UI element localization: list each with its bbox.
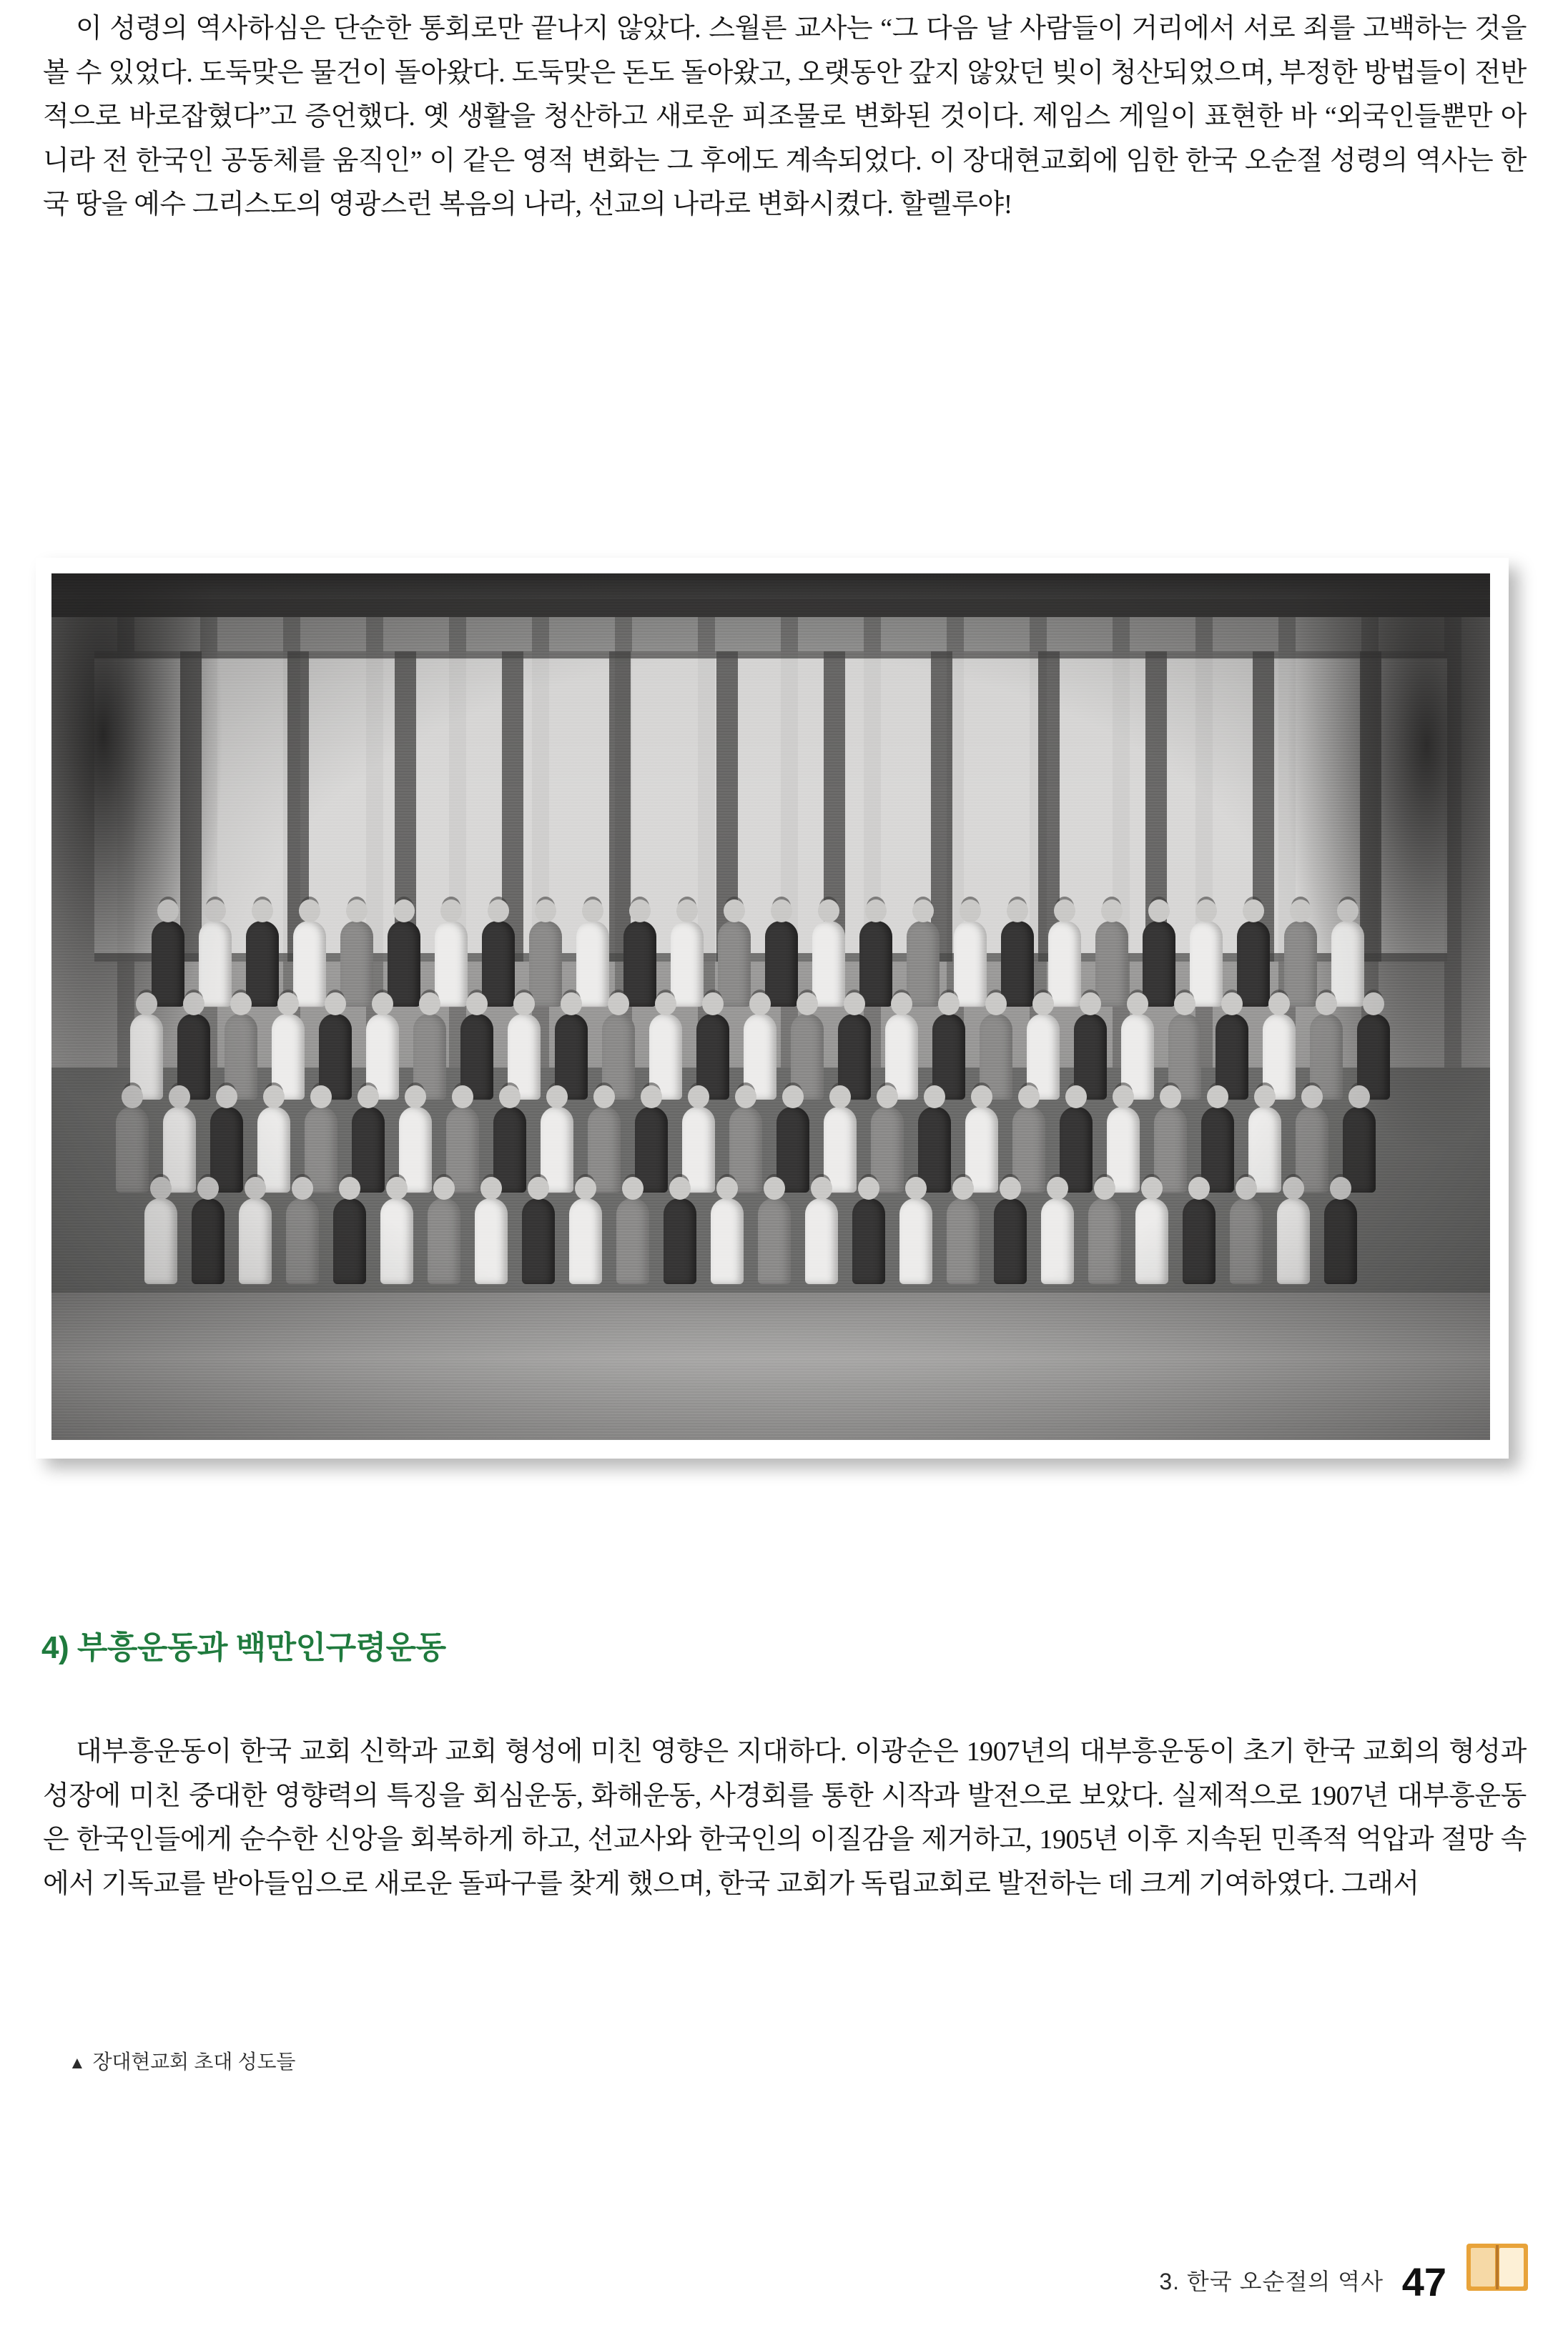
section-heading: 4) 부흥운동과 백만인구령운동 <box>41 1630 446 1665</box>
figure-caption <box>69 2046 295 2075</box>
top-paragraph-text: 이 성령의 역사하심은 단순한 통회로만 끝나지 않았다. 스월른 교사는 “그 다음 날 사람들이 거리에서 서로 죄를 고백하는 것을 볼 수 있었다. 도둑맞은 물건이 돌아왔다. 도둑맞은 돈도 돌아왔고, 오랫동안 갚지 않았던 빚이 청산되었으며, 부정한 방법들이 전반적으로 바로잡혔다”고 증언했다. 옛 생활을 청산하고 새로운 피조물로 변화된 것이다. 제임스 게일이 표현한 바 “외국인들뿐만 아니라 전 한국인 공동체를 움직인” 이 같은 영적 변화는 그 후에도 계속되었다. 이 장대현교회에 임한 한국 오순절 성령의 역사는 한국 땅을 예수 그리스도의 영광스런 복음의 나라, 선교의 나라로 변화시켰다. 할렐루야! <box>43 14 1527 220</box>
book-icon <box>1466 2244 1528 2294</box>
top-paragraph <box>43 7 1527 227</box>
page-number: 47 <box>1401 2259 1446 2304</box>
photo-frame <box>36 558 1509 1459</box>
photo-grain <box>51 573 1490 1440</box>
page-footer <box>0 2241 1568 2305</box>
footer-chapter-title: 3. 한국 오순절의 역사 <box>1159 2269 1384 2294</box>
caption-triangle-icon: ▲ <box>69 2053 86 2073</box>
caption-text: 장대현교회 초대 성도들 <box>92 2051 296 2073</box>
bottom-paragraph <box>43 1730 1527 1906</box>
historical-group-photo <box>51 573 1490 1440</box>
bottom-paragraph-text: 대부흥운동이 한국 교회 신학과 교회 형성에 미친 영향은 지대하다. 이광순은 1907년의 대부흥운동이 초기 한국 교회의 형성과 성장에 미친 중대한 영향력의 특징을 회심운동, 화해운동, 사경회를 통한 시작과 발전으로 보았다. 실제적으로 1907년 대부흥운동은 한국인들에게 순수한 신앙을 회복하게 하고, 선교사와 한국인의 이질감을 제거하고, 1905년 이후 지속된 민족적 억압과 절망 속에서 기독교를 받아들임으로 새로운 돌파구를 찾게 했으며, 한국 교회가 독립교회로 발전하는 데 크게 기여하였다. 그래서 <box>43 1737 1527 1899</box>
